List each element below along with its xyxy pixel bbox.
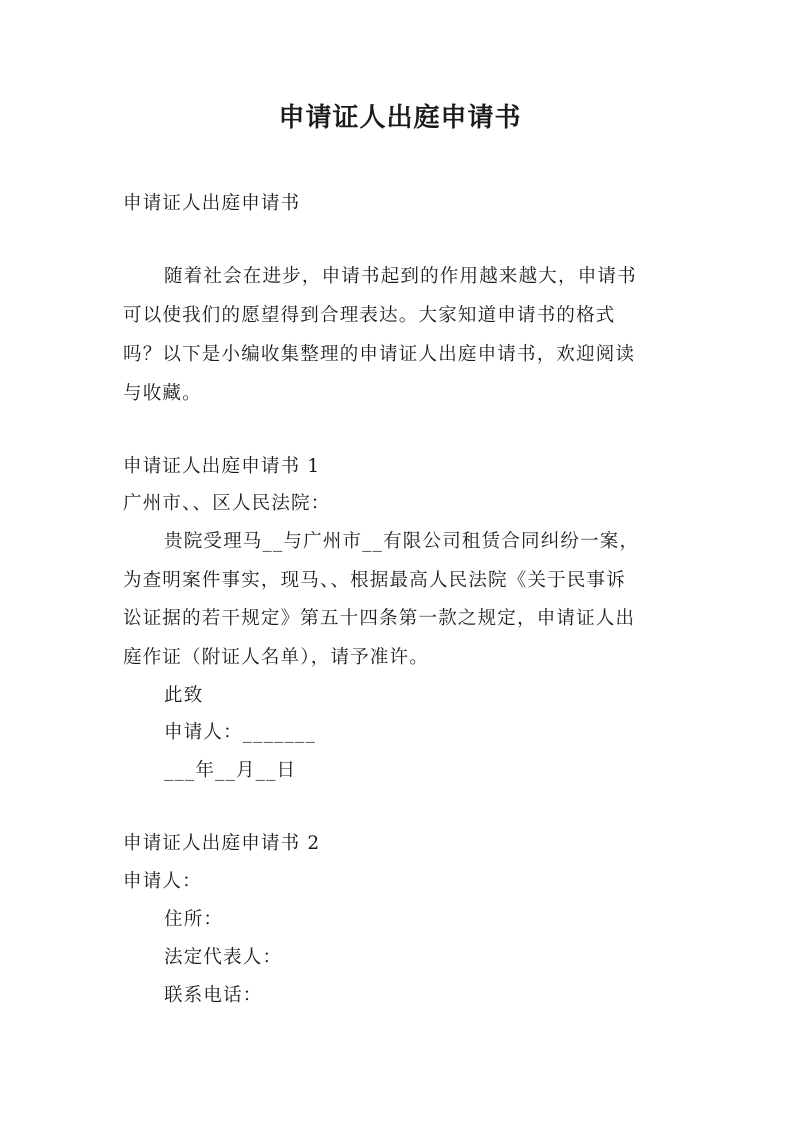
section2-heading: 申请证人出庭申请书 2 (123, 833, 321, 854)
section1-body-line-1: 贵院受理马__与广州市__有限公司租赁合同纠纷一案， (164, 531, 640, 552)
section2-field-legal-rep: 法定代表人： (164, 947, 283, 968)
section1-body-line-2: 为查明案件事实，现马、、根据最高人民法院《关于民事诉 (123, 570, 626, 591)
document-subtitle: 申请证人出庭申请书 (123, 193, 301, 214)
section1-body-line-4: 庭作证（附证人名单），请予准许。 (123, 647, 429, 668)
section1-applicant: 申请人：_______ (164, 722, 316, 743)
intro-line-4: 与收藏。 (123, 383, 202, 404)
section1-date: ___年__月__日 (164, 760, 297, 781)
intro-line-3: 吗？以下是小编收集整理的申请证人出庭申请书，欢迎阅读 (123, 344, 636, 365)
section1-closing: 此致 (164, 685, 204, 706)
document-title: 申请证人出庭申请书 (278, 103, 522, 133)
section1-body-line-3: 讼证据的若干规定》第五十四条第一款之规定，申请证人出 (123, 608, 636, 629)
section1-addressee: 广州市、、区人民法院： (123, 493, 331, 514)
section2-applicant-label: 申请人： (123, 871, 202, 892)
section1-heading: 申请证人出庭申请书 1 (123, 456, 321, 477)
section2-field-address: 住所： (164, 909, 224, 930)
intro-line-2: 可以使我们的愿望得到合理表达。大家知道申请书的格式 (123, 305, 616, 326)
intro-line-1: 随着社会在进步，申请书起到的作用越来越大，申请书 (164, 266, 637, 287)
section2-field-phone: 联系电话： (164, 985, 263, 1006)
